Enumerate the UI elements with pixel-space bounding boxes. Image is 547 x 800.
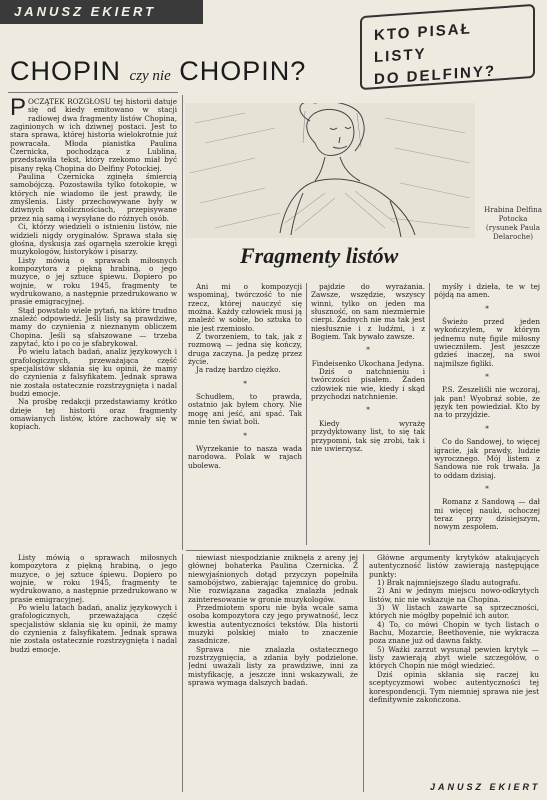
fragment-paragraph: Ja radzę bardzo ciężko. (196, 365, 281, 375)
fragment-paragraph: Schudłem, to prawda, ostatnio jak byłem chory. Nie mogę ani jeść, ani spać. Tak mnie ten świat boli. (188, 392, 302, 427)
list-item: 3) W listach zawarte są sprzeczności, których nie mógłby popełnić ich autor. (369, 603, 539, 621)
author-signature: JANUSZ EKIERT (430, 782, 541, 792)
fragment-paragraph: myśły i dzieła, te w tej pójdą na amen. (434, 283, 540, 300)
fragment-paragraph: Wyrzekanie to nasza wada narodowa. Polak w rajach ubolewa. (188, 443, 302, 470)
fragment-paragraph: Z tworzeniem, to tak, jak z rozmową — jedna się kończy, druga zaczyna. Ja pedzę przez życie. (188, 332, 302, 367)
headline-mid: czy nie (129, 68, 171, 84)
paragraph: niewiast niespodzianie zniknęła z areny jej głównej bohaterka Paulina Czernicka. Z niewyjaśnionych dotąd przyczyn popełniła samobójstwo, zabierając tajemnicę do grobu. Nie rozwiązana zagadka znalazła jednak zainteresowanie w gronie muzykologów. (188, 554, 358, 604)
section-rule (186, 550, 540, 551)
fragment-paragraph: pajdzie do wyrażania. Zawsze, wszędzie, wszyscy winni, tylko on jeden ma słuszność, on sam niezmiernie cierpi. Żadnych nie ma tak jest niesłusznie i z ludźmi, i z Bogiem. Tak bywało zawsze. (311, 283, 425, 342)
separator: * (243, 378, 247, 388)
column-rule (306, 283, 307, 545)
sketch-drawing (185, 103, 475, 238)
separator: * (485, 423, 489, 433)
fragments-title: Fragmenty listów (240, 243, 399, 268)
headline (10, 56, 306, 87)
list-item: 4) To, co mówi Chopin w tych listach o Bachu, Mozarcie, Beethovenie, nie wykracza poza znane już od dawna fakty. (369, 619, 539, 646)
bottom-column-1 (188, 554, 358, 794)
portrait-illustration (185, 103, 475, 238)
paragraph: Przedmiotem sporu nie była wcale sama osoba kompozytora czy jego prywatność, lecz kwestia autentyczności tekstów. Dla historii muzyki polskiej miało to znaczenie zasadnicze. (188, 603, 358, 646)
column-rule (182, 95, 183, 550)
separator: * (485, 372, 489, 382)
separator: * (485, 303, 489, 313)
fragment-salutation: Findeisenko Ukochana Jedyna. (311, 358, 425, 368)
bottom-column-2 (369, 554, 539, 778)
paragraph: Sprawa nie znalazła ostatecznego rozstrzygnięcia, a zdania były podzielone. Jedni uważali listy za prawdziwe, inni za mistyfikację, a jeszcze inni wskazywali, że sprawa wymaga dalszych badań. (188, 644, 358, 688)
paragraph: Główne argumenty krytyków atakujących autentyczność listów zawierają następujące punkty: (369, 554, 539, 579)
paragraph: Na prośbę redakcji przedstawiamy krótko dzieje tej historii oraz fragmenty omawianych listów, które zachowały się w kopiach. (10, 397, 177, 432)
paragraph: POCZĄTEK ROZGŁOSU tej historii datuje się od kiedy emitowano w stacji radiowej dwa fragmenty listów Chopina, zaginionych w ich dziwnej postaci. Jest to stara sprawa, której historia wielokrotnie już powracała. Młoda pianistka Paulina Czernicka, pochodząca z Lublina, przedstawiła tekst, który rzekomo miał być pisany ręką Chopina do Delfiny Potockiej. (10, 98, 177, 173)
separator: * (243, 430, 247, 440)
fragment-paragraph: P.S. Zeszeliśli nie wczoraj, jak pan! Wyobraź sobie, że język ten powiedział. Kto by na to przyjdzie. (434, 385, 540, 420)
fragment-paragraph: Kiedy wyrażę przydyktowany list, to się tak przypomni, tak się zrobi, tak i nie uwierzysz. (311, 418, 425, 453)
fragment-paragraph: Ani mi o kompozycji wspominaj, twórczość to nie rzecz, której nauczyć się można. Każdy człowiek musi ją znaleźć w sobie, bo sztuka to nie jest rzemiosło. (188, 283, 302, 333)
separator: * (366, 345, 370, 355)
paragraph: Listy mówią o sprawach miłosnych kompozytora z piękną hrabiną, o jego muzyce, o jej sztuce śpiewu. Dopiero po wojnie, w roku 1945, fragmenty te wydrukowano, a następnie przedrukowano w prasie emigracyjnej. (10, 255, 177, 307)
list-item: 1) Brak najmniejszego śladu autografu. (377, 578, 521, 588)
column-rule (429, 283, 430, 545)
paragraph: Paulina Czernicka zginęła śmiercią samobójczą. Pozostawiła tylko fotokopie, w których nie wiadomo ile jest prawdy, ile zmyślenia. Listy przechowywane były w dziwnych okolicznościach, przepisywane przez nią samą i wysyłane do różnych osób. (10, 172, 177, 223)
separator: * (485, 483, 489, 493)
fragment-paragraph: Dziś o natchnieniu i twórczości pisałem. Żaden człowiek nie wie, kiedy i skąd przychodzi natchnienie. (311, 367, 425, 402)
list-item: 2) Ani w jednym miejscu nowo-odkrytych listów, nic nie wskazuje na Chopina. (369, 586, 539, 604)
fragments-column-3 (434, 283, 540, 547)
paragraph: Listy mówią o sprawach miłosnych kompozytora z piękną hrabiną, o jego muzyce, o jej sztuce śpiewu. Dopiero po wojnie, w roku 1945, fragmenty te wydrukowano, a następnie przedrukowano w prasie emigracyjnej. (10, 554, 177, 604)
separator: * (366, 405, 370, 415)
left-column-continued (10, 554, 177, 794)
fragment-paragraph: Świeżo przed jeden wykończyłem, w którym jednemu nutę figile miłosny uwieczniłem. Jest jeszcze gdzieś inaczej, na swoi najmilsze figliki. (434, 317, 540, 368)
fragment-paragraph: Co do Sandowej, to więcej igracie, jak prawdy, ludzie wyrocznego. Mój listem z Sandowa nie rok trwała. Ja to oddam dzisiaj. (434, 437, 540, 480)
left-column (10, 98, 177, 550)
fragments-column-2 (311, 283, 425, 547)
fragment-paragraph: Romanz z Sandową — dał mi więcej nauki, ochoczej teraz przy dzisiejszym, nowym zespołem. (434, 497, 540, 532)
author-bar: JANUSZ EKIERT (0, 0, 203, 24)
question-box (360, 4, 535, 90)
question-line-1: KTO PISAŁ LISTY (374, 20, 472, 67)
paragraph: Ci, którzy wiedzieli o istnieniu listów, nie widzieli nigdy oryginałów. Sprawa stała się głośna, dyskusja zaś ogarnęła szerokie kręgi muzykologów, historyków i pisarzy. (10, 222, 177, 257)
paragraph: Po wielu latach badań, analiz językowych i grafologicznych, przeważająca część specjalistów skłania się ku opinii, że mamy do czynienia z falsyfikatem. Jednak sprawa nie została ostatecznie rozstrzygnięta i nadal budzi emocje. (10, 603, 177, 654)
paragraph: Dziś opinia skłania się raczej ku sceptycyzmowi wobec autentyczności tej korespondencji. Tym niemniej sprawa nie jest definitywnie zakończona. (369, 669, 539, 704)
list-item: 5) Ważki zarzut wysunął pewien krytyk — listy zawierają zbyt wiele szczegółów, o których Chopin nie mógł wiedzieć. (369, 644, 539, 671)
question-line-2: DO DELFINY? (374, 62, 496, 89)
column-rule (363, 554, 364, 792)
divider (8, 92, 178, 93)
headline-right: CHOPIN? (179, 56, 307, 86)
fragments-column-1 (188, 283, 302, 547)
paragraph: Po wielu latach badań, analiz językowych i grafologicznych, przeważająca część specjalistów skłania się ku opinii, że mamy do czynienia z falsyfikatem. Jednak sprawa nie została ostatecznie rozstrzygnięta i nadal budzi emocje. (10, 347, 177, 399)
column-rule (182, 554, 183, 792)
headline-left: CHOPIN (10, 56, 122, 86)
paragraph: Stąd powstało wiele pytań, na które trudno znaleźć odpowiedź. Jeśli listy są prawdziwe, mamy do czynienia z nieznanym obliczem Chopina. Jeśli są sfałszowane — trzeba zapytać, kto i po co je sfabrykował. (10, 305, 177, 348)
image-caption: Hrabina Delfina Potocka (rysunek Paula Delaroche) (483, 205, 543, 241)
